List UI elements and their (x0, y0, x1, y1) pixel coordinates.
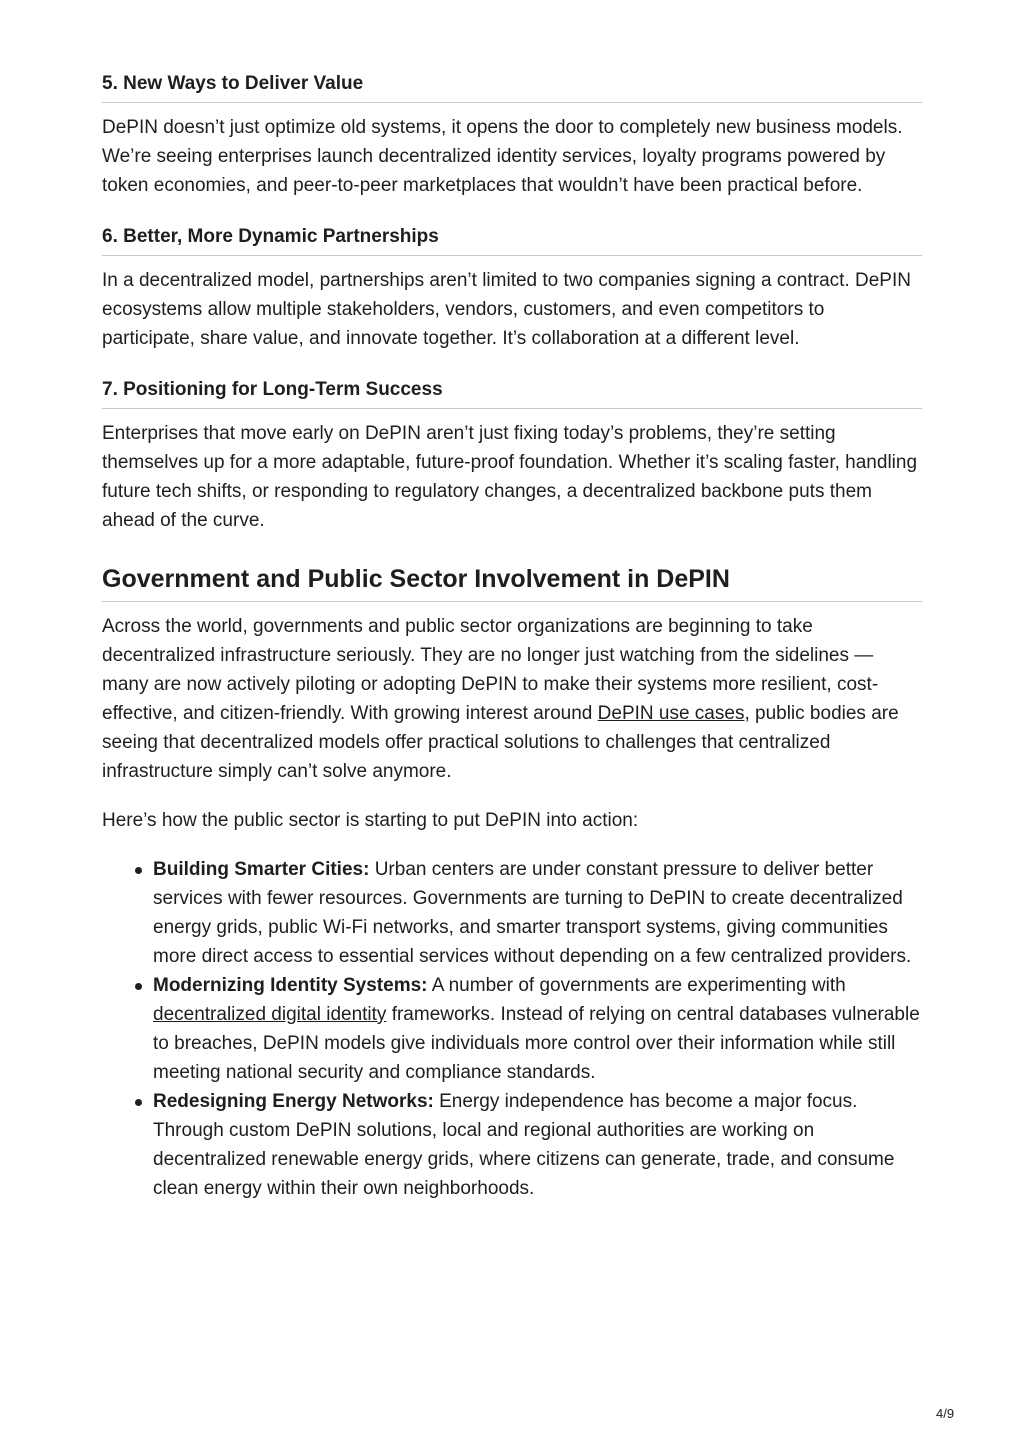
government-heading: Government and Public Sector Involvement in DePIN (102, 563, 922, 602)
list-item-title: Building Smarter Cities: (153, 859, 370, 880)
section-5-body: DePIN doesn’t just optimize old systems, it opens the door to completely new business models. We’re seeing enterprises launch decentralized identity services, loyalty programs powered by token economies, and peer-to-peer marketplaces that wouldn’t have been practical before. (102, 117, 903, 196)
depin-use-cases-link[interactable]: DePIN use cases (597, 703, 745, 724)
section-7-body: Enterprises that move early on DePIN aren’t just fixing today’s problems, they’re setting themselves up for a more adaptable, future-proof foundation. Whether it’s scaling faster, handling future tech shifts, or responding to regulatory changes, a decentralized backbone puts them ahead of the curve. (102, 423, 918, 531)
list-item-title: Modernizing Identity Systems: (153, 975, 428, 996)
document-page (102, 0, 922, 1203)
decentralized-digital-identity-link[interactable]: decentralized digital identity (153, 1004, 387, 1025)
bullet-icon (135, 1099, 142, 1106)
government-intro-text-end: , public bodies are seeing that decentralized models offer practical solutions to challenges that centralized infrastructure simply can’t solve anymore. (102, 703, 899, 782)
government-lead: Here’s how the public sector is starting to put DePIN into action: (102, 810, 639, 831)
section-7-heading: 7. Positioning for Long-Term Success (102, 378, 922, 409)
list-item-text-end: frameworks. Instead of relying on central databases vulnerable to breaches, DePIN models give individuals more control over their information while still meeting national security and compliance standards. (153, 1004, 920, 1083)
bullet-icon (135, 983, 142, 990)
list-item-text: Urban centers are under constant pressure to deliver better services with fewer resources. Governments are turning to DePIN to create decentralized energy grids, public Wi-Fi networks, and smarter transport systems, giving communities more direct access to essential services without depending on a few centralized providers. (153, 859, 912, 967)
list-item-text: A number of governments are experimenting with (427, 975, 846, 996)
government-intro (102, 612, 922, 786)
section-6-body: In a decentralized model, partnerships aren’t limited to two companies signing a contract. DePIN ecosystems allow multiple stakeholders, vendors, customers, and even competitors to participate, share value, and innovate together. It’s collaboration at a different level. (102, 270, 911, 349)
list-item-title: Redesigning Energy Networks: (153, 1091, 434, 1112)
public-sector-list (102, 855, 922, 1203)
list-item-text: Energy independence has become a major focus. Through custom DePIN solutions, local and regional authorities are working on decentralized renewable energy grids, where citizens can generate, trade, and consume clean energy within their own neighborhoods. (153, 1091, 895, 1199)
list-item-identity-systems (153, 971, 922, 1087)
bullet-icon (135, 867, 142, 874)
section-5-heading: 5. New Ways to Deliver Value (102, 72, 922, 103)
government-intro-text: Across the world, governments and public sector organizations are beginning to take decentralized infrastructure seriously. They are no longer just watching from the sidelines — many are now actively piloting or adopting DePIN to make their systems more resilient, cost-effective, and citizen-friendly. With growing interest around (102, 616, 879, 724)
page-number: 4/9 (936, 1406, 955, 1421)
list-item-energy-networks (153, 1087, 922, 1203)
list-item-smart-cities (153, 855, 922, 971)
section-6-heading: 6. Better, More Dynamic Partnerships (102, 225, 922, 256)
